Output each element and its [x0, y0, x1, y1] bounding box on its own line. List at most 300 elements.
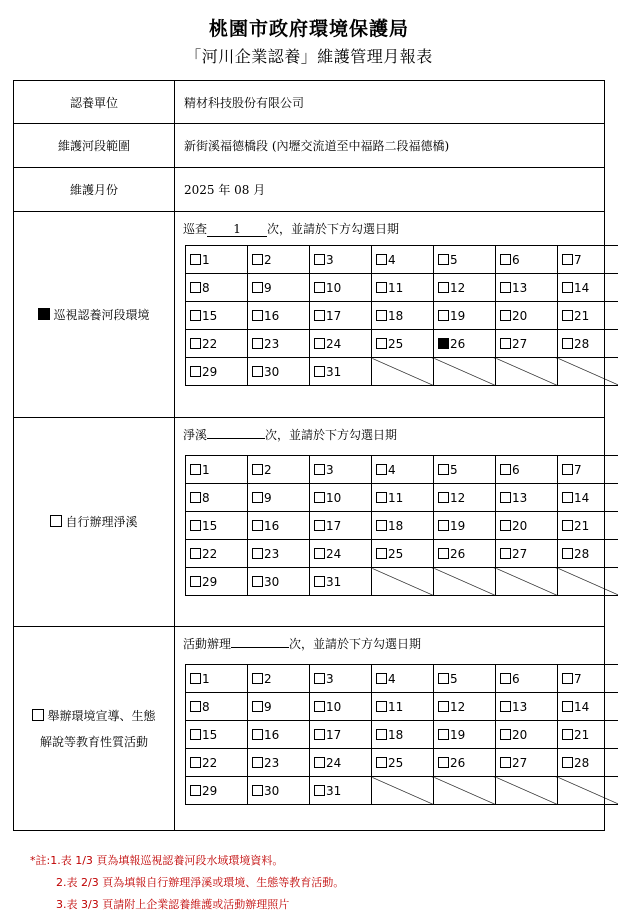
day-number: 25	[388, 546, 404, 561]
day-cell[interactable]	[434, 330, 496, 358]
day-cell[interactable]	[186, 484, 248, 512]
day-number: 23	[264, 546, 280, 561]
day-number: 12	[450, 699, 466, 714]
day-cell[interactable]	[372, 302, 434, 330]
page-title: 桃園市政府環境保護局	[208, 18, 409, 40]
day-checkbox[interactable]	[190, 338, 201, 349]
day-number: 28	[574, 546, 590, 561]
day-checkbox[interactable]	[314, 576, 325, 587]
day-cell[interactable]	[186, 693, 248, 721]
day-checkbox[interactable]	[190, 757, 201, 768]
day-number: 14	[574, 280, 590, 295]
day-cell[interactable]	[558, 749, 618, 777]
day-checkbox[interactable]	[500, 492, 511, 503]
day-grid-row	[186, 484, 618, 512]
day-checkbox[interactable]	[438, 310, 449, 321]
day-checkbox[interactable]	[190, 310, 201, 321]
day-number: 13	[512, 490, 528, 505]
day-number: 29	[202, 574, 218, 589]
day-cell[interactable]	[496, 721, 558, 749]
day-cell[interactable]	[310, 274, 372, 302]
day-number: 27	[512, 336, 528, 351]
day-checkbox[interactable]	[190, 254, 201, 265]
page-subtitle: 「河川企業認養」維護管理月報表	[185, 47, 433, 66]
month-label: 維護月份	[14, 168, 175, 212]
day-cell[interactable]	[310, 246, 372, 274]
day-cell[interactable]	[248, 749, 310, 777]
day-checkbox[interactable]	[562, 492, 573, 503]
day-cell[interactable]	[248, 246, 310, 274]
day-cell[interactable]	[496, 274, 558, 302]
day-checkbox[interactable]	[500, 338, 511, 349]
day-number: 29	[202, 364, 218, 379]
day-cell[interactable]	[558, 330, 618, 358]
section-patrol-checkbox[interactable]	[38, 308, 50, 320]
day-checkbox[interactable]	[562, 673, 573, 684]
day-checkbox[interactable]	[190, 282, 201, 293]
day-grid-table	[185, 664, 618, 805]
day-number: 5	[450, 252, 458, 267]
day-cell[interactable]	[186, 721, 248, 749]
day-checkbox[interactable]	[252, 548, 263, 559]
day-checkbox[interactable]	[376, 338, 387, 349]
day-number: 2	[264, 462, 272, 477]
day-number: 10	[326, 490, 342, 505]
day-grid-row	[186, 512, 618, 540]
section-patrol-day-grid	[175, 245, 604, 386]
day-grid-row	[186, 777, 618, 805]
day-number: 30	[264, 364, 280, 379]
day-cell[interactable]	[186, 302, 248, 330]
day-checkbox[interactable]	[314, 492, 325, 503]
day-checkbox[interactable]	[376, 282, 387, 293]
footnote-3: 3.表 3/3 頁請附上企業認養維護或活動辦理照片	[56, 898, 290, 911]
day-cell[interactable]	[434, 749, 496, 777]
cleanup-count-field[interactable]	[207, 438, 265, 439]
day-cell[interactable]	[434, 484, 496, 512]
day-number: 23	[264, 755, 280, 770]
day-cell[interactable]	[310, 302, 372, 330]
report-table	[13, 80, 605, 831]
day-number: 9	[264, 280, 272, 295]
day-number: 19	[450, 518, 466, 533]
day-cell[interactable]	[310, 512, 372, 540]
day-number: 11	[388, 490, 404, 505]
river-range-value: 新街溪福德橋段 (內壢交流道至中福路二段福德橋)	[175, 124, 605, 168]
day-cell[interactable]	[372, 721, 434, 749]
day-cell[interactable]	[186, 246, 248, 274]
footnotes	[30, 850, 344, 916]
day-checkbox[interactable]	[438, 757, 449, 768]
day-checkbox[interactable]	[314, 254, 325, 265]
adopter-value: 精材科技股份有限公司	[175, 81, 605, 124]
day-number: 19	[450, 727, 466, 742]
day-grid-row	[186, 456, 618, 484]
day-checkbox[interactable]	[314, 729, 325, 740]
section-cleanup-checkbox[interactable]	[50, 515, 62, 527]
day-cell[interactable]	[310, 665, 372, 693]
day-checkbox[interactable]	[438, 464, 449, 475]
day-checkbox[interactable]	[562, 464, 573, 475]
day-cell[interactable]	[372, 540, 434, 568]
day-number: 1	[202, 671, 210, 686]
day-checkbox[interactable]	[376, 729, 387, 740]
empty-day-cell	[434, 777, 496, 805]
day-grid-row	[186, 274, 618, 302]
day-checkbox[interactable]	[562, 338, 573, 349]
day-checkbox[interactable]	[190, 464, 201, 475]
day-cell[interactable]	[372, 246, 434, 274]
day-number: 27	[512, 546, 528, 561]
day-checkbox[interactable]	[438, 548, 449, 559]
day-cell[interactable]	[248, 274, 310, 302]
day-checkbox[interactable]	[314, 785, 325, 796]
day-checkbox[interactable]	[376, 492, 387, 503]
day-checkbox[interactable]	[562, 729, 573, 740]
day-cell[interactable]	[310, 749, 372, 777]
day-number: 1	[202, 252, 210, 267]
day-cell[interactable]	[248, 302, 310, 330]
day-cell[interactable]	[496, 512, 558, 540]
section-cleanup-label: 自行辦理淨溪	[65, 515, 138, 529]
empty-day-cell	[496, 568, 558, 596]
day-cell[interactable]	[496, 302, 558, 330]
day-checkbox[interactable]	[562, 282, 573, 293]
day-checkbox[interactable]	[562, 310, 573, 321]
day-cell[interactable]	[186, 749, 248, 777]
section-education-label-cell	[14, 627, 175, 831]
day-cell[interactable]	[186, 777, 248, 805]
empty-day-cell	[372, 358, 434, 386]
day-checkbox[interactable]	[562, 757, 573, 768]
day-cell[interactable]	[496, 456, 558, 484]
day-checkbox[interactable]	[190, 576, 201, 587]
day-cell[interactable]	[310, 568, 372, 596]
day-checkbox[interactable]	[190, 492, 201, 503]
day-checkbox[interactable]	[500, 254, 511, 265]
day-cell[interactable]	[558, 456, 618, 484]
day-checkbox[interactable]	[314, 520, 325, 531]
day-cell[interactable]	[558, 693, 618, 721]
day-cell[interactable]	[558, 484, 618, 512]
day-cell[interactable]	[310, 777, 372, 805]
day-checkbox[interactable]	[500, 464, 511, 475]
day-number: 31	[326, 574, 342, 589]
day-number: 13	[512, 699, 528, 714]
day-checkbox[interactable]	[562, 701, 573, 712]
day-number: 2	[264, 252, 272, 267]
day-checkbox[interactable]	[438, 254, 449, 265]
river-range-label: 維護河段範圍	[14, 124, 175, 168]
day-cell[interactable]	[372, 693, 434, 721]
day-number: 3	[326, 252, 334, 267]
empty-day-cell	[496, 358, 558, 386]
day-grid-table	[185, 245, 618, 386]
day-checkbox[interactable]	[500, 757, 511, 768]
day-cell[interactable]	[248, 665, 310, 693]
day-number: 16	[264, 727, 280, 742]
day-cell[interactable]	[434, 693, 496, 721]
instruction-prefix: 淨溪	[183, 428, 208, 442]
day-checkbox[interactable]	[562, 520, 573, 531]
day-cell[interactable]	[186, 665, 248, 693]
empty-day-cell	[558, 358, 618, 386]
section-education-instruction	[175, 633, 604, 655]
day-grid-row	[186, 749, 618, 777]
day-checkbox[interactable]	[252, 785, 263, 796]
footnote-1: *註:1.表 1/3 頁為填報巡視認養河段水域環境資料。	[30, 854, 284, 867]
day-checkbox[interactable]	[500, 548, 511, 559]
day-number: 30	[264, 574, 280, 589]
instruction-prefix: 活動辦理	[183, 637, 232, 651]
day-checkbox[interactable]	[438, 673, 449, 684]
day-cell[interactable]	[248, 456, 310, 484]
day-checkbox[interactable]	[252, 310, 263, 321]
day-checkbox[interactable]	[314, 282, 325, 293]
day-cell[interactable]	[496, 246, 558, 274]
day-number: 15	[202, 727, 218, 742]
day-cell[interactable]	[248, 358, 310, 386]
instruction-suffix: 次，並請於下方勾選日期	[289, 637, 422, 651]
day-checkbox[interactable]	[438, 282, 449, 293]
day-cell[interactable]	[372, 330, 434, 358]
day-checkbox[interactable]	[190, 785, 201, 796]
day-number: 15	[202, 308, 218, 323]
day-checkbox[interactable]	[376, 520, 387, 531]
day-cell[interactable]	[186, 330, 248, 358]
day-number: 8	[202, 490, 210, 505]
day-checkbox[interactable]	[252, 729, 263, 740]
day-checkbox[interactable]	[376, 548, 387, 559]
day-checkbox[interactable]	[562, 548, 573, 559]
day-cell[interactable]	[496, 540, 558, 568]
day-cell[interactable]	[372, 274, 434, 302]
day-checkbox[interactable]	[500, 673, 511, 684]
day-checkbox[interactable]	[314, 757, 325, 768]
day-cell[interactable]	[310, 721, 372, 749]
day-number: 5	[450, 671, 458, 686]
education-count-field[interactable]	[231, 647, 289, 648]
day-cell[interactable]	[558, 512, 618, 540]
instruction-prefix: 巡查	[183, 222, 208, 236]
day-cell[interactable]	[558, 540, 618, 568]
adopter-label: 認養單位	[14, 81, 175, 124]
day-cell[interactable]	[558, 665, 618, 693]
day-checkbox[interactable]	[252, 520, 263, 531]
day-number: 27	[512, 755, 528, 770]
day-checkbox[interactable]	[314, 310, 325, 321]
day-cell[interactable]	[248, 721, 310, 749]
day-cell[interactable]	[372, 749, 434, 777]
day-cell[interactable]	[496, 330, 558, 358]
day-grid-row	[186, 358, 618, 386]
day-cell[interactable]	[558, 302, 618, 330]
section-education-label: 舉辦環境宣導、生態	[47, 708, 156, 723]
day-checkbox[interactable]	[252, 701, 263, 712]
patrol-count-field[interactable]: 1	[207, 222, 267, 237]
day-cell[interactable]	[434, 456, 496, 484]
day-cell[interactable]	[496, 749, 558, 777]
day-number: 4	[388, 252, 396, 267]
day-cell[interactable]	[372, 484, 434, 512]
day-cell[interactable]	[248, 484, 310, 512]
day-checkbox[interactable]	[438, 520, 449, 531]
month-value: 2025 年 08 月	[175, 168, 605, 212]
day-checkbox[interactable]	[376, 673, 387, 684]
day-cell[interactable]	[248, 330, 310, 358]
day-number: 28	[574, 336, 590, 351]
day-grid-row	[186, 693, 618, 721]
day-number: 8	[202, 699, 210, 714]
day-number: 24	[326, 546, 342, 561]
day-cell[interactable]	[310, 484, 372, 512]
day-checkbox[interactable]	[252, 366, 263, 377]
day-cell[interactable]	[434, 721, 496, 749]
day-cell[interactable]	[248, 540, 310, 568]
day-grid-row	[186, 246, 618, 274]
day-checkbox[interactable]	[376, 701, 387, 712]
day-cell[interactable]	[186, 358, 248, 386]
day-number: 26	[450, 546, 466, 561]
day-checkbox[interactable]	[190, 673, 201, 684]
day-cell[interactable]	[434, 665, 496, 693]
day-checkbox[interactable]	[376, 757, 387, 768]
day-checkbox[interactable]	[562, 254, 573, 265]
day-checkbox[interactable]	[438, 492, 449, 503]
day-checkbox[interactable]	[314, 548, 325, 559]
day-grid-row	[186, 540, 618, 568]
day-number: 7	[574, 671, 582, 686]
day-cell[interactable]	[248, 568, 310, 596]
day-number: 4	[388, 671, 396, 686]
day-checkbox[interactable]	[252, 673, 263, 684]
section-cleanup-content	[175, 418, 605, 627]
day-number: 21	[574, 727, 590, 742]
day-checkbox[interactable]	[438, 338, 449, 349]
day-cell[interactable]	[186, 540, 248, 568]
day-cell[interactable]	[434, 274, 496, 302]
day-checkbox[interactable]	[314, 464, 325, 475]
day-cell[interactable]	[496, 665, 558, 693]
day-cell[interactable]	[496, 484, 558, 512]
empty-day-cell	[496, 777, 558, 805]
day-cell[interactable]	[248, 777, 310, 805]
day-checkbox[interactable]	[314, 673, 325, 684]
day-cell[interactable]	[310, 456, 372, 484]
day-checkbox[interactable]	[500, 310, 511, 321]
day-number: 17	[326, 308, 342, 323]
day-checkbox[interactable]	[190, 548, 201, 559]
section-education-checkbox[interactable]	[32, 709, 44, 721]
day-number: 6	[512, 252, 520, 267]
day-number: 17	[326, 727, 342, 742]
day-checkbox[interactable]	[190, 366, 201, 377]
section-education-label-line2: 解說等教育性質活動	[39, 734, 148, 749]
empty-day-cell	[434, 568, 496, 596]
day-cell[interactable]	[186, 512, 248, 540]
day-cell[interactable]	[186, 568, 248, 596]
day-cell[interactable]	[434, 302, 496, 330]
day-number: 10	[326, 699, 342, 714]
day-checkbox[interactable]	[252, 492, 263, 503]
day-checkbox[interactable]	[190, 701, 201, 712]
day-cell[interactable]	[310, 358, 372, 386]
day-checkbox[interactable]	[376, 254, 387, 265]
day-checkbox[interactable]	[252, 464, 263, 475]
day-number: 18	[388, 518, 404, 533]
day-cell[interactable]	[310, 330, 372, 358]
day-cell[interactable]	[496, 693, 558, 721]
day-number: 22	[202, 755, 218, 770]
day-number: 23	[264, 336, 280, 351]
day-checkbox[interactable]	[190, 520, 201, 531]
day-checkbox[interactable]	[252, 254, 263, 265]
empty-day-cell	[558, 568, 618, 596]
day-grid-table	[185, 455, 618, 596]
day-checkbox[interactable]	[438, 701, 449, 712]
day-checkbox[interactable]	[376, 464, 387, 475]
day-checkbox[interactable]	[252, 757, 263, 768]
day-cell[interactable]	[434, 512, 496, 540]
day-number: 31	[326, 364, 342, 379]
day-cell[interactable]	[558, 721, 618, 749]
day-checkbox[interactable]	[314, 338, 325, 349]
day-number: 3	[326, 462, 334, 477]
day-number: 3	[326, 671, 334, 686]
day-checkbox[interactable]	[252, 576, 263, 587]
section-cleanup-instruction	[175, 424, 604, 446]
day-grid-row	[186, 330, 618, 358]
day-cell[interactable]	[310, 540, 372, 568]
day-cell[interactable]	[248, 512, 310, 540]
day-checkbox[interactable]	[376, 310, 387, 321]
day-cell[interactable]	[434, 540, 496, 568]
day-number: 13	[512, 280, 528, 295]
day-checkbox[interactable]	[190, 729, 201, 740]
day-checkbox[interactable]	[314, 701, 325, 712]
day-cell[interactable]	[558, 246, 618, 274]
day-number: 7	[574, 462, 582, 477]
day-number: 5	[450, 462, 458, 477]
day-checkbox[interactable]	[500, 701, 511, 712]
day-checkbox[interactable]	[500, 729, 511, 740]
day-cell[interactable]	[186, 274, 248, 302]
section-cleanup-label-cell	[14, 418, 175, 627]
day-cell[interactable]	[434, 246, 496, 274]
day-number: 11	[388, 280, 404, 295]
day-checkbox[interactable]	[252, 282, 263, 293]
day-number: 10	[326, 280, 342, 295]
day-checkbox[interactable]	[252, 338, 263, 349]
day-cell[interactable]	[248, 693, 310, 721]
day-cell[interactable]	[558, 274, 618, 302]
day-number: 22	[202, 546, 218, 561]
day-cell[interactable]	[310, 693, 372, 721]
day-checkbox[interactable]	[500, 520, 511, 531]
day-cell[interactable]	[372, 512, 434, 540]
day-number: 12	[450, 490, 466, 505]
day-number: 26	[450, 755, 466, 770]
day-checkbox[interactable]	[500, 282, 511, 293]
instruction-suffix: 次，並請於下方勾選日期	[267, 222, 400, 236]
day-number: 21	[574, 308, 590, 323]
empty-day-cell	[372, 568, 434, 596]
day-cell[interactable]	[372, 456, 434, 484]
day-checkbox[interactable]	[314, 366, 325, 377]
day-cell[interactable]	[186, 456, 248, 484]
day-checkbox[interactable]	[438, 729, 449, 740]
day-cell[interactable]	[372, 665, 434, 693]
